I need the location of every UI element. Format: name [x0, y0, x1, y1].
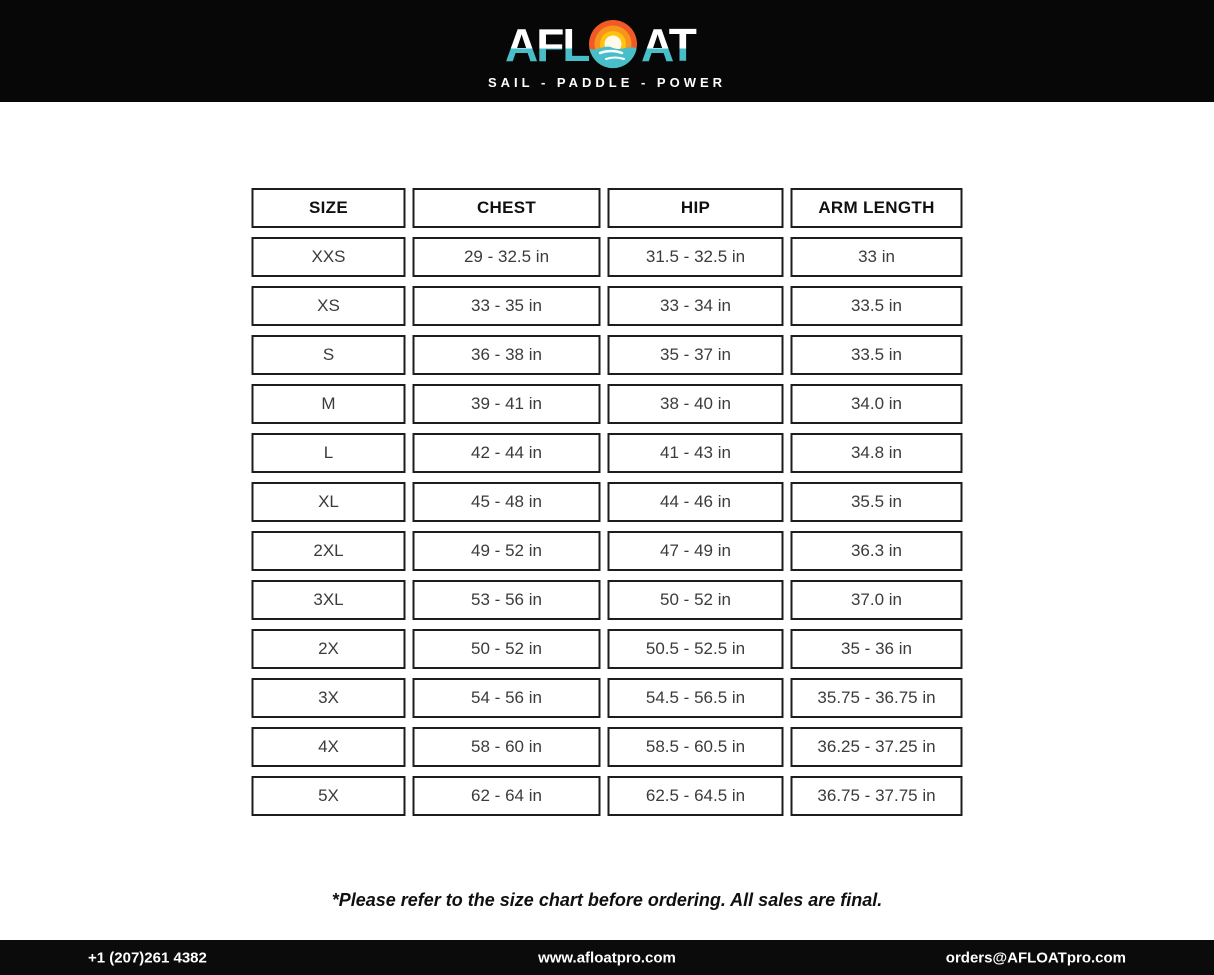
email-link[interactable]: orders@AFLOATpro.com	[945, 949, 1126, 966]
measurement-cell: 35.75 - 36.75 in	[791, 678, 963, 718]
measurement-cell: 36.25 - 37.25 in	[791, 727, 963, 767]
measurement-cell: 54.5 - 56.5 in	[608, 678, 784, 718]
measurement-cell: 35 - 37 in	[608, 335, 784, 375]
sun-wave-icon	[589, 20, 637, 68]
phone-link[interactable]: +1 (207)261 4382	[88, 949, 207, 966]
size-label-cell: 2X	[252, 629, 406, 669]
measurement-cell: 36.3 in	[791, 531, 963, 571]
size-label-cell: XL	[252, 482, 406, 522]
afloat-logo	[505, 17, 709, 71]
sales-final-note: *Please refer to the size chart before ordering. All sales are final.	[331, 890, 883, 910]
size-label-cell: 5X	[252, 776, 406, 816]
measurement-cell: 42 - 44 in	[413, 433, 601, 473]
measurement-cell: 33 - 34 in	[608, 286, 784, 326]
measurement-cell: 29 - 32.5 in	[413, 237, 601, 277]
column-header-chest: CHEST	[413, 188, 601, 228]
measurement-cell: 35 - 36 in	[791, 629, 963, 669]
size-label-cell: L	[252, 433, 406, 473]
header-bar	[0, 0, 1214, 102]
measurement-cell: 50 - 52 in	[608, 580, 784, 620]
column-header-size: SIZE	[252, 188, 406, 228]
measurement-cell: 36 - 38 in	[413, 335, 601, 375]
measurement-cell: 33.5 in	[791, 335, 963, 375]
size-label-cell: 4X	[252, 727, 406, 767]
website-link[interactable]: www.afloatpro.com	[538, 949, 676, 966]
size-chart-table	[252, 188, 963, 816]
footer-bar	[0, 940, 1214, 975]
logo-text-left: AFL	[505, 19, 589, 71]
measurement-cell: 36.75 - 37.75 in	[791, 776, 963, 816]
measurement-cell: 47 - 49 in	[608, 531, 784, 571]
brand-tagline: SAIL - PADDLE - POWER	[487, 75, 727, 90]
measurement-cell: 31.5 - 32.5 in	[608, 237, 784, 277]
measurement-cell: 50.5 - 52.5 in	[608, 629, 784, 669]
measurement-cell: 41 - 43 in	[608, 433, 784, 473]
measurement-cell: 44 - 46 in	[608, 482, 784, 522]
measurement-cell: 33.5 in	[791, 286, 963, 326]
measurement-cell: 38 - 40 in	[608, 384, 784, 424]
measurement-cell: 39 - 41 in	[413, 384, 601, 424]
measurement-cell: 58 - 60 in	[413, 727, 601, 767]
size-label-cell: S	[252, 335, 406, 375]
measurement-cell: 34.0 in	[791, 384, 963, 424]
measurement-cell: 54 - 56 in	[413, 678, 601, 718]
measurement-cell: 45 - 48 in	[413, 482, 601, 522]
measurement-cell: 62 - 64 in	[413, 776, 601, 816]
column-header-hip: HIP	[608, 188, 784, 228]
column-header-arm-length: ARM LENGTH	[791, 188, 963, 228]
measurement-cell: 37.0 in	[791, 580, 963, 620]
size-label-cell: 3XL	[252, 580, 406, 620]
measurement-cell: 49 - 52 in	[413, 531, 601, 571]
size-label-cell: M	[252, 384, 406, 424]
size-label-cell: XXS	[252, 237, 406, 277]
size-label-cell: 2XL	[252, 531, 406, 571]
logo-text-right: AT	[641, 19, 695, 71]
measurement-cell: 58.5 - 60.5 in	[608, 727, 784, 767]
measurement-cell: 50 - 52 in	[413, 629, 601, 669]
measurement-cell: 35.5 in	[791, 482, 963, 522]
size-label-cell: 3X	[252, 678, 406, 718]
measurement-cell: 33 in	[791, 237, 963, 277]
measurement-cell: 62.5 - 64.5 in	[608, 776, 784, 816]
measurement-cell: 33 - 35 in	[413, 286, 601, 326]
measurement-cell: 34.8 in	[791, 433, 963, 473]
size-label-cell: XS	[252, 286, 406, 326]
measurement-cell: 53 - 56 in	[413, 580, 601, 620]
